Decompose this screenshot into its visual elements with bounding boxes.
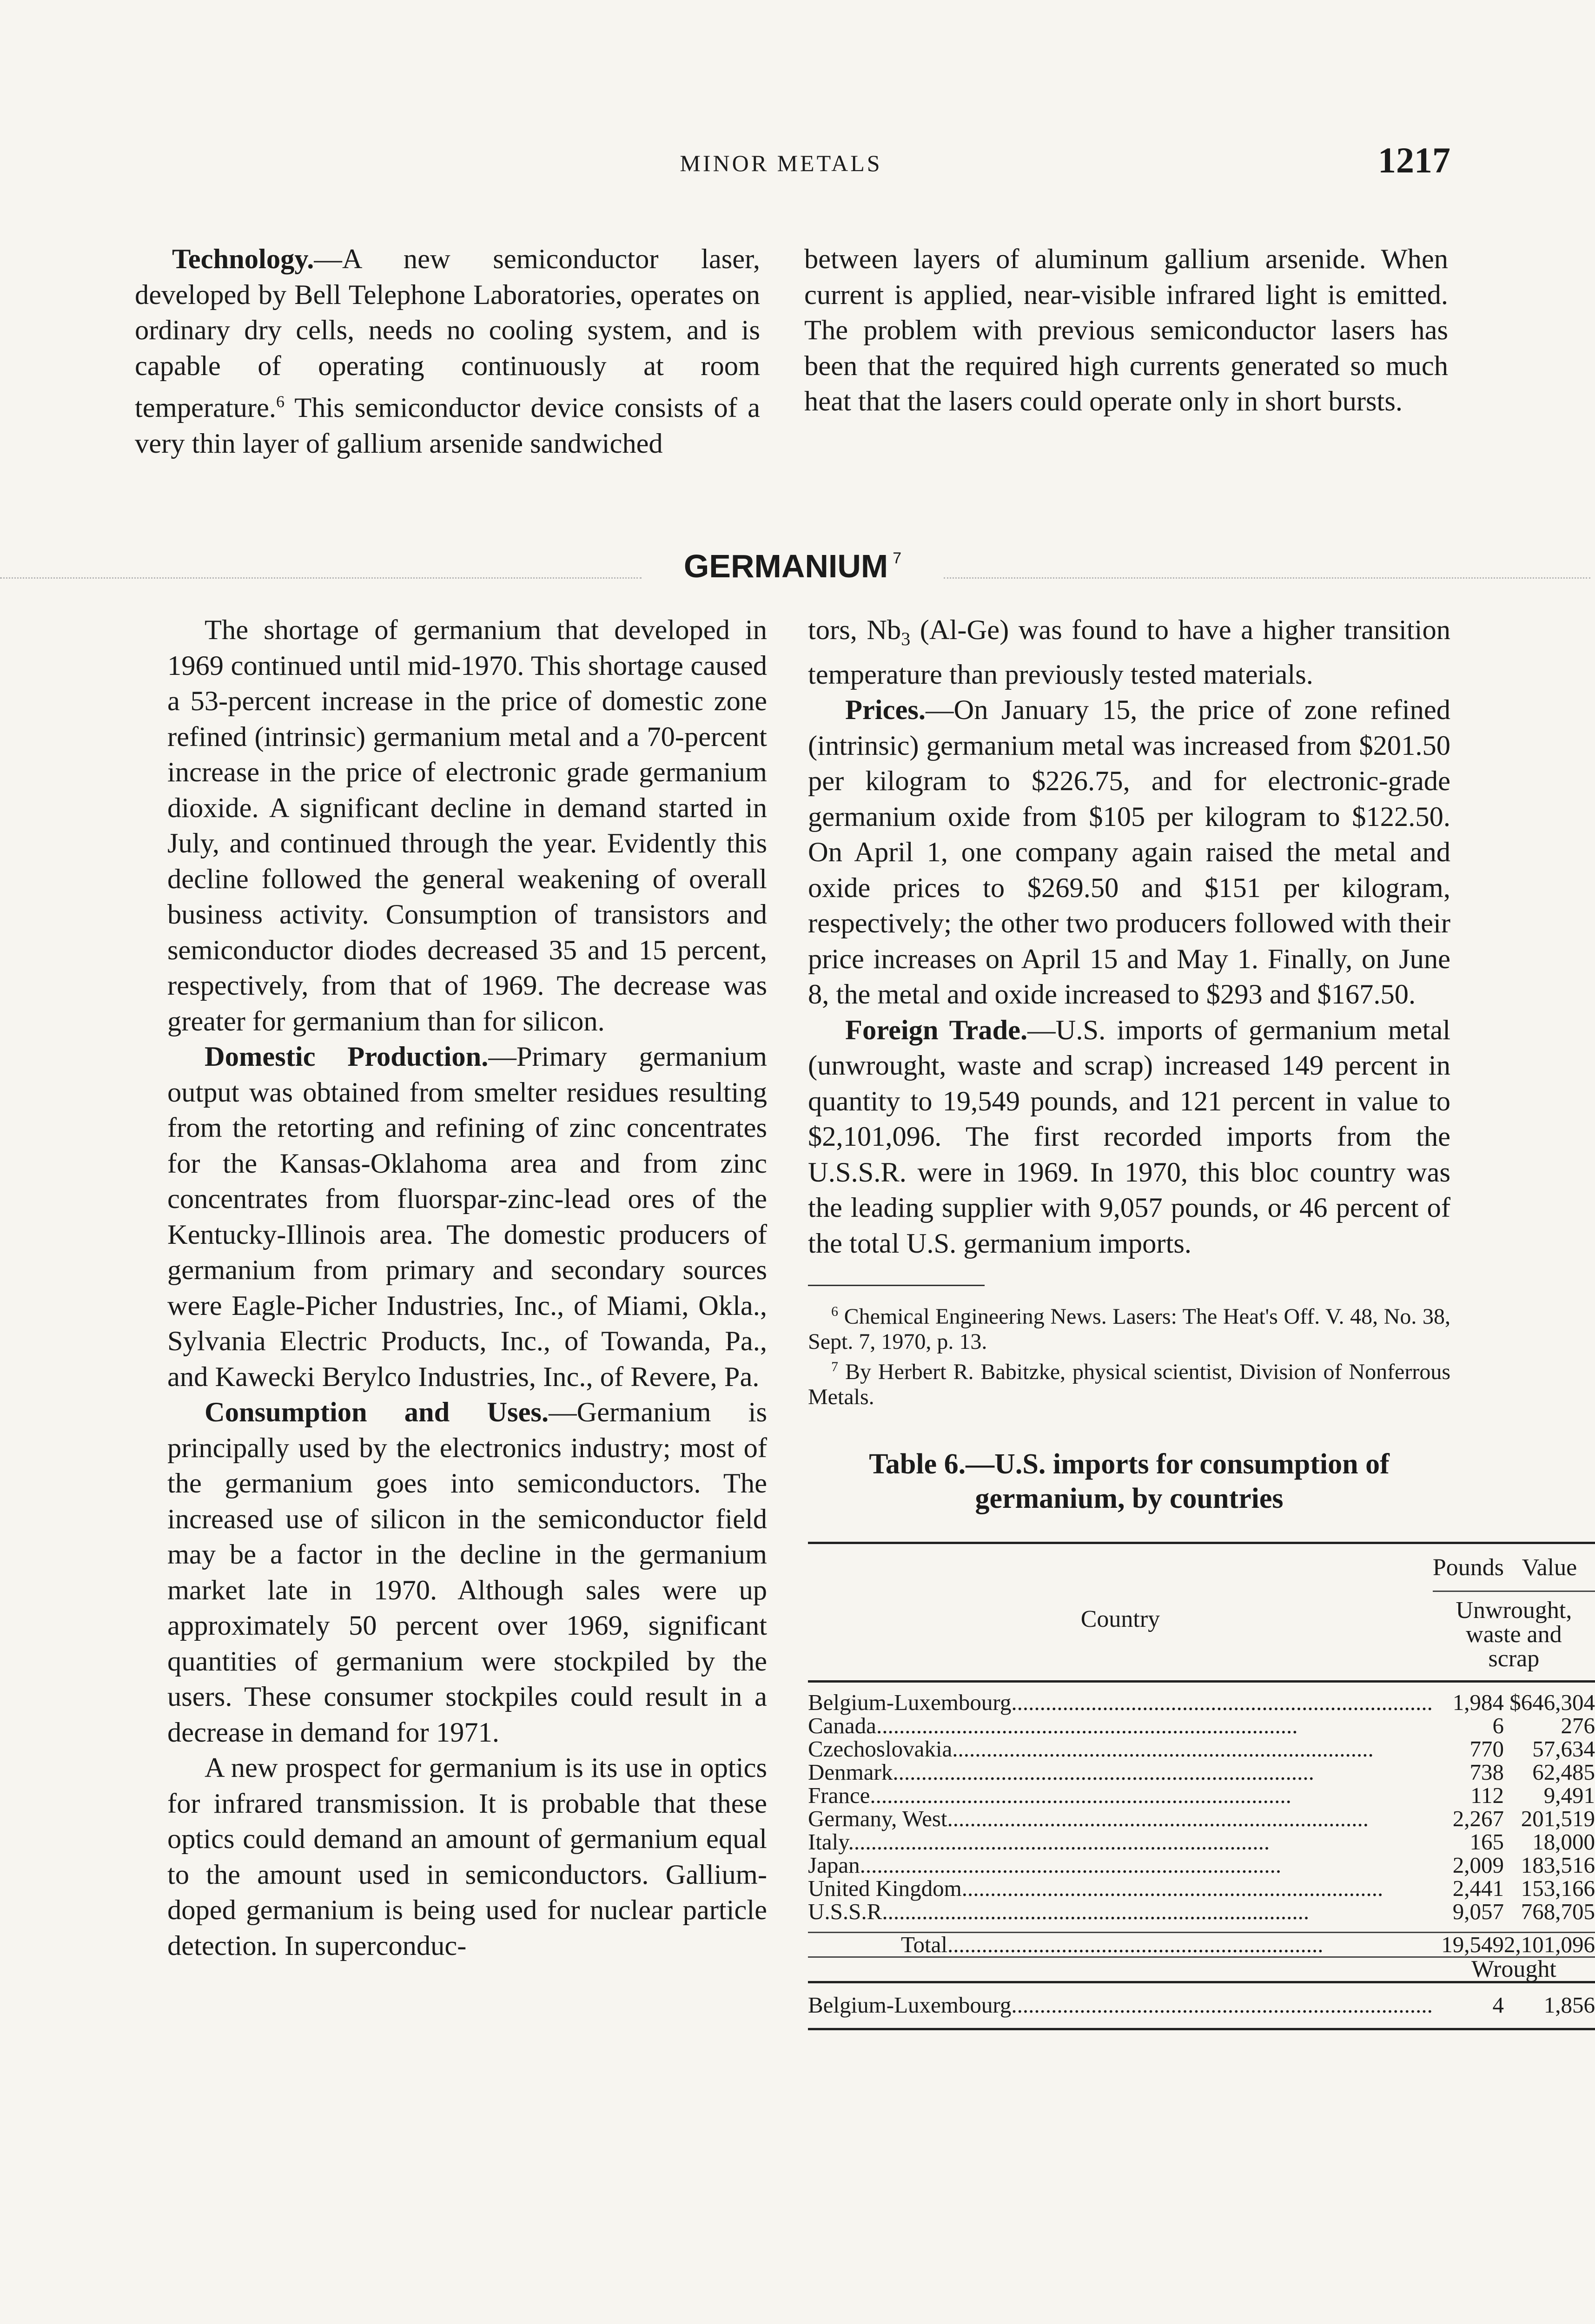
total-label: Total.................................................................. [808,1933,1433,1957]
total-value: 2,101,096 [1503,1932,1595,1958]
technology-text-3: between layers of aluminum gallium arsenide. When current is applied, near-visible infrared light is emitted. The problem with previous semiconductor lasers has been that the required high currents generated so much heat that the lasers could operate only in short bursts. [804,244,1448,417]
pounds-cell: 2,441 [1452,1875,1504,1901]
germanium-column-left [167,613,767,1964]
table-row [808,1761,1595,1784]
value-cell: 768,705 [1521,1899,1595,1925]
value-cell: 18,000 [1532,1829,1595,1855]
pounds-cell: 770 [1469,1736,1504,1762]
table-row [808,1900,1595,1923]
country-cell: Japan.......................................................................... [808,1852,1282,1878]
table-row [808,1994,1595,2017]
total-pounds: 19,549 [1433,1933,1504,1957]
footnote-mark: 6 [831,1304,838,1320]
col-header-country: Country [1080,1605,1160,1632]
pounds-cell: 2,009 [1452,1852,1504,1878]
domestic-heading: Domestic Production. [205,1041,489,1072]
pounds-cell: 165 [1469,1829,1504,1855]
germanium-column-right [808,613,1595,2030]
country-cell: Germany, West.......................................................................... [808,1806,1369,1832]
page-number: 1217 [1378,140,1450,180]
subhead-unwrought: Unwrought, waste and scrap [1433,1591,1595,1682]
table-row [808,1784,1595,1807]
running-header: MINOR METALS [680,150,882,176]
country-cell: Belgium-Luxembourg.......................................................................... [808,1690,1433,1716]
technology-heading: Technology. [172,244,314,275]
section-title [642,548,944,585]
table-row [808,1714,1595,1737]
value-cell: 57,634 [1532,1736,1595,1762]
pounds-cell: 1,984 [1452,1690,1504,1716]
footnote-text: By Herbert R. Babitzke, physical scientist, Division of Nonferrous Metals. [808,1360,1450,1410]
pounds-cell: 6 [1492,1713,1504,1739]
prices-text: —On January 15, the price of zone refined (intrinsic) germanium metal was increased from $201.50 per kilogram to $226.75, and for electronic-grade germanium oxide from $105 per kilogram to $122.50. On April 1, one company again raised the metal and oxide prices to $269.50 and $151 per kilogram, respectively; the other two producers followed with their price increases on April 15 and May 1. Finally, on June 8, the metal and oxide increased to $293 and $167.50. [808,694,1450,1010]
table-row [808,1737,1595,1761]
technology-text-2: This semiconductor device consists of a very thin layer of gallium arsenide sandwiched [135,392,760,459]
domestic-text: —Primary germanium output was obtained from smelter residues resulting from the retorting and refining of zinc concentrates for the Kansas-Oklahoma area and from zinc concentrates from fluorspar-zinc-lead ores of the Kentucky-Illinois area. The domestic producers of germanium from primary and secondary sources were Eagle-Picher Industries, Inc., of Miami, Okla., Sylvania Electric Products, Inc., of Towanda, Pa., and Kawecki Berylco Industries, Inc., of Revere, Pa. [167,1041,767,1393]
subhead-wrought: Wrought [1433,1957,1595,1982]
imports-table [808,1542,1595,2030]
superconductor-text-b: (Al-Ge) was found to have a higher transition temperature than previously tested materials. [808,614,1450,690]
section-rule-left [0,577,642,579]
value-cell: 201,519 [1521,1806,1595,1832]
section-rule-right [944,577,1590,579]
col-header-pounds: Pounds [1432,1554,1504,1581]
section-title-text: GERMANIUM [683,548,888,584]
table-row [808,1877,1595,1900]
country-cell: Belgium-Luxembourg.......................................................................... [808,1992,1433,2018]
pounds-cell: 112 [1470,1783,1504,1809]
value-cell: 1,856 [1543,1992,1595,2018]
table-body [808,1683,1595,1933]
table-row [808,1854,1595,1877]
country-cell: United Kingdom.......................................................................... [808,1875,1383,1901]
value-cell: 9,491 [1543,1783,1595,1809]
country-cell: Italy.......................................................................... [808,1829,1270,1855]
footnote-rule [808,1285,985,1286]
technology-column-left [135,242,760,462]
value-cell: $646,304 [1509,1690,1595,1716]
wrought-subhead-row [808,1957,1595,1982]
col-header-value: Value [1522,1554,1577,1581]
superconductor-text-a: tors, Nb [808,614,901,646]
consumption-text: —Germanium is principally used by the electronics industry; most of the germanium goes into semiconductors. The increased use of silicon in the semiconductor field may be a factor in the decline in the germanium market late in 1970. Although sales were up approximately 50 percent over 1969, significant quantities of germanium were stockpiled by the users. These consumer stockpiles could result in a decrease in demand for 1971. [167,1397,767,1748]
country-cell: France.......................................................................... [808,1783,1291,1809]
country-cell: Czechoslovakia.......................................................................... [808,1736,1374,1762]
value-cell: 276 [1561,1713,1595,1739]
wrought-body [808,1994,1595,2017]
pounds-cell: 4 [1492,1992,1504,2018]
table-row [808,1807,1595,1830]
table-row [808,1830,1595,1854]
footnote-mark: 7 [831,1359,838,1375]
pounds-cell: 9,057 [1452,1899,1504,1925]
table-header-row [808,1543,1595,1591]
table-row [808,1691,1595,1714]
prospect-paragraph: A new prospect for germanium is its use in optics for infrared transmission. It is probable that these optics could demand an amount of germanium equal to the amount used in semiconductors. Gallium-doped germanium is being used for nuclear particle detection. In superconduc- [167,1752,767,1961]
table-title: Table 6.—U.S. imports for consumption of germanium, by countries [869,1448,1390,1515]
consumption-heading: Consumption and Uses. [205,1397,549,1428]
value-cell: 62,485 [1532,1759,1595,1785]
technology-text: —A new semiconductor laser, developed by Bell Telephone Laboratories, operates on ordinary dry cells, needs no cooling system, and is capable of operating continuously at room temperature. [135,244,760,424]
superconductor-subscript: 3 [901,628,911,650]
pounds-cell: 738 [1469,1759,1504,1785]
pounds-cell: 2,267 [1452,1806,1504,1832]
footnote [808,1354,1450,1410]
intro-paragraph: The shortage of germanium that developed in 1969 continued until mid-1970. This shortage caused a 53-percent increase in the price of domestic zone refined (intrinsic) germanium metal and a 70-percent increase in the price of electronic grade germanium dioxide. A significant decline in demand started in July, and continued through the year. Evidently this decline followed the general weakening of overall business activity. Consumption of transistors and semiconductor diodes decreased 35 and 15 percent, respectively, from that of 1969. The decrease was greater for germanium than for silicon. [167,614,767,1037]
country-cell: Denmark.......................................................................... [808,1759,1314,1785]
prices-heading: Prices. [845,694,926,726]
foreign-trade-heading: Foreign Trade. [845,1014,1028,1046]
value-cell: 153,166 [1521,1875,1595,1901]
footnote [808,1299,1450,1354]
footnote-text: Chemical Engineering News. Lasers: The Heat's Off. V. 48, No. 38, Sept. 7, 1970, p. 13. [808,1304,1450,1354]
technology-column-right [804,242,1448,420]
country-cell: Canada.......................................................................... [808,1713,1298,1739]
footnotes [808,1299,1450,1410]
footnote-ref-7: 7 [893,549,902,567]
value-cell: 183,516 [1521,1852,1595,1878]
country-cell: U.S.S.R........................................................................... [808,1899,1310,1925]
footnote-ref-6: 6 [276,392,285,411]
total-row [808,1933,1595,1957]
foreign-trade-text: —U.S. imports of germanium metal (unwrought, waste and scrap) increased 149 percent in quantity to 19,549 pounds, and 121 percent in value to $2,101,096. The first recorded imports from the U.S.S.R. were in 1969. In 1970, this bloc country was the leading supplier with 9,057 pounds, or 46 percent of the total U.S. germanium imports. [808,1014,1450,1259]
